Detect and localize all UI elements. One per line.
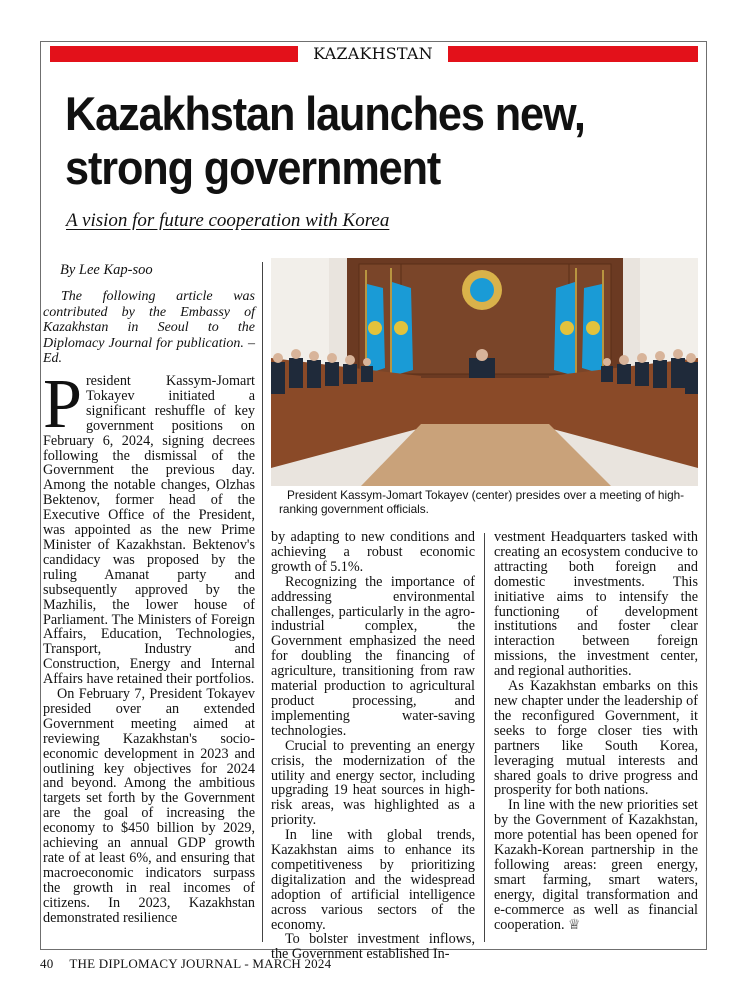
headline-line-1: Kazakhstan launches new,: [65, 87, 585, 140]
section-bar-right: [448, 46, 698, 62]
paragraph: On February 7, President Tokayev presided over an extended Government meeting aimed at reviewing Kazakhstan's socio-economic development in 2023 and outlining key objectives for 2024 and beyond. Among the ambitious targets set forth by the Government are the goal of increasing the economy to $450 billion by 2029, achieving an annual GDP growth rate of at least 6%, and ensuring that macroeconomic indicators surpass the growth in real incomes of citizens. In 2023, Kazakhstan demonstrated resilience: [43, 686, 255, 926]
headline-line-2: strong government: [65, 141, 441, 194]
paragraph: vestment Headquarters tasked with creating an ecosystem conducive to attracting both foreign and domestic investments. This initiative aims to intensify the functioning of development institutions and foster clear interaction between foreign missions, the investment center, and regional authorities.: [494, 529, 698, 680]
column-rule: [484, 533, 485, 942]
paragraph: by adapting to new conditions and achieving a robust economic growth of 5.1%.: [271, 529, 475, 575]
column-rule: [262, 262, 263, 942]
paragraph: Recognizing the importance of addressing environmental challenges, particularly in the agro-industrial complex, the Government emphasized the need for doubling the financing of agriculture, transitioning from raw material production to agricultural product processing, and implementing water-saving technologies.: [271, 573, 475, 739]
section-label: KAZAKHSTAN: [313, 44, 433, 63]
page-footer: [40, 956, 331, 972]
article-column-1: [43, 366, 255, 926]
byline: By Lee Kap-soo: [60, 262, 153, 278]
subheadline: A vision for future cooperation with Korea: [66, 210, 390, 231]
section-bar-left: [50, 46, 298, 62]
drop-cap: P: [43, 366, 82, 443]
publication-name: THE DIPLOMACY JOURNAL - MARCH 2024: [69, 956, 332, 971]
paragraph-text: resident Kassym-Jomart Tokayev initiated a significant reshuffle of key government positions on February 6, 2024, signing decrees following the dismissal of the Government the previous day. Among the notable changes, Olzhas Bektenov, former head of the Executive Office of the President, was appointed as the new Prime Minister of Kazakhstan. Bektenov's candidacy was proposed by the ruling Amanat party and subsequently approved by the Mazhilis, the lower house of Parliament. The Ministers of Foreign Affairs, Education, Technologies, Transport, Industry and Construction, Energy and Internal Affairs have retained their portfolios.: [43, 373, 255, 688]
article-column-3: [494, 530, 698, 932]
paragraph: To bolster investment inflows, the Government established In-: [271, 931, 475, 963]
photo-caption: President Kassym-Jomart Tokayev (center) presides over a meeting of high-ranking government officials.: [279, 488, 685, 516]
paragraph: As Kazakhstan embarks on this new chapter under the leadership of the reconfigured Government, it seeks to forge closer ties with partners like South Korea, leveraging mutual interests and shared goals to drive progress and prosperity for both nations.: [494, 678, 698, 799]
editor-note: The following article was contributed by the Embassy of Kazakhstan in Seoul to the Diplomacy Journal for publication. –Ed.: [43, 289, 255, 367]
paragraph: In line with global trends, Kazakhstan aims to enhance its competitiveness by prioritizing digitalization and the widespread adoption of artificial intelligence across various sectors of the economy.: [271, 827, 475, 933]
paragraph: In line with the new priorities set by the Government of Kazakhstan, more potential has been opened for Kazakh-Korean partnership in the following areas: green energy, smart farming, smart waters, energy, digital transformation and e-commerce as well as financial cooperation. ♕: [494, 797, 698, 933]
article-column-2: [271, 530, 475, 962]
meeting-photo-image: [271, 258, 698, 486]
meeting-photo: [271, 258, 698, 486]
headline: [65, 87, 645, 195]
paragraph: Crucial to preventing an energy crisis, the modernization of the utility and energy sector, including upgrading 19 heat sources in high-risk areas, was highlighted as a priority.: [271, 737, 475, 829]
paragraph: [43, 366, 255, 688]
page-number: 40: [40, 956, 54, 971]
